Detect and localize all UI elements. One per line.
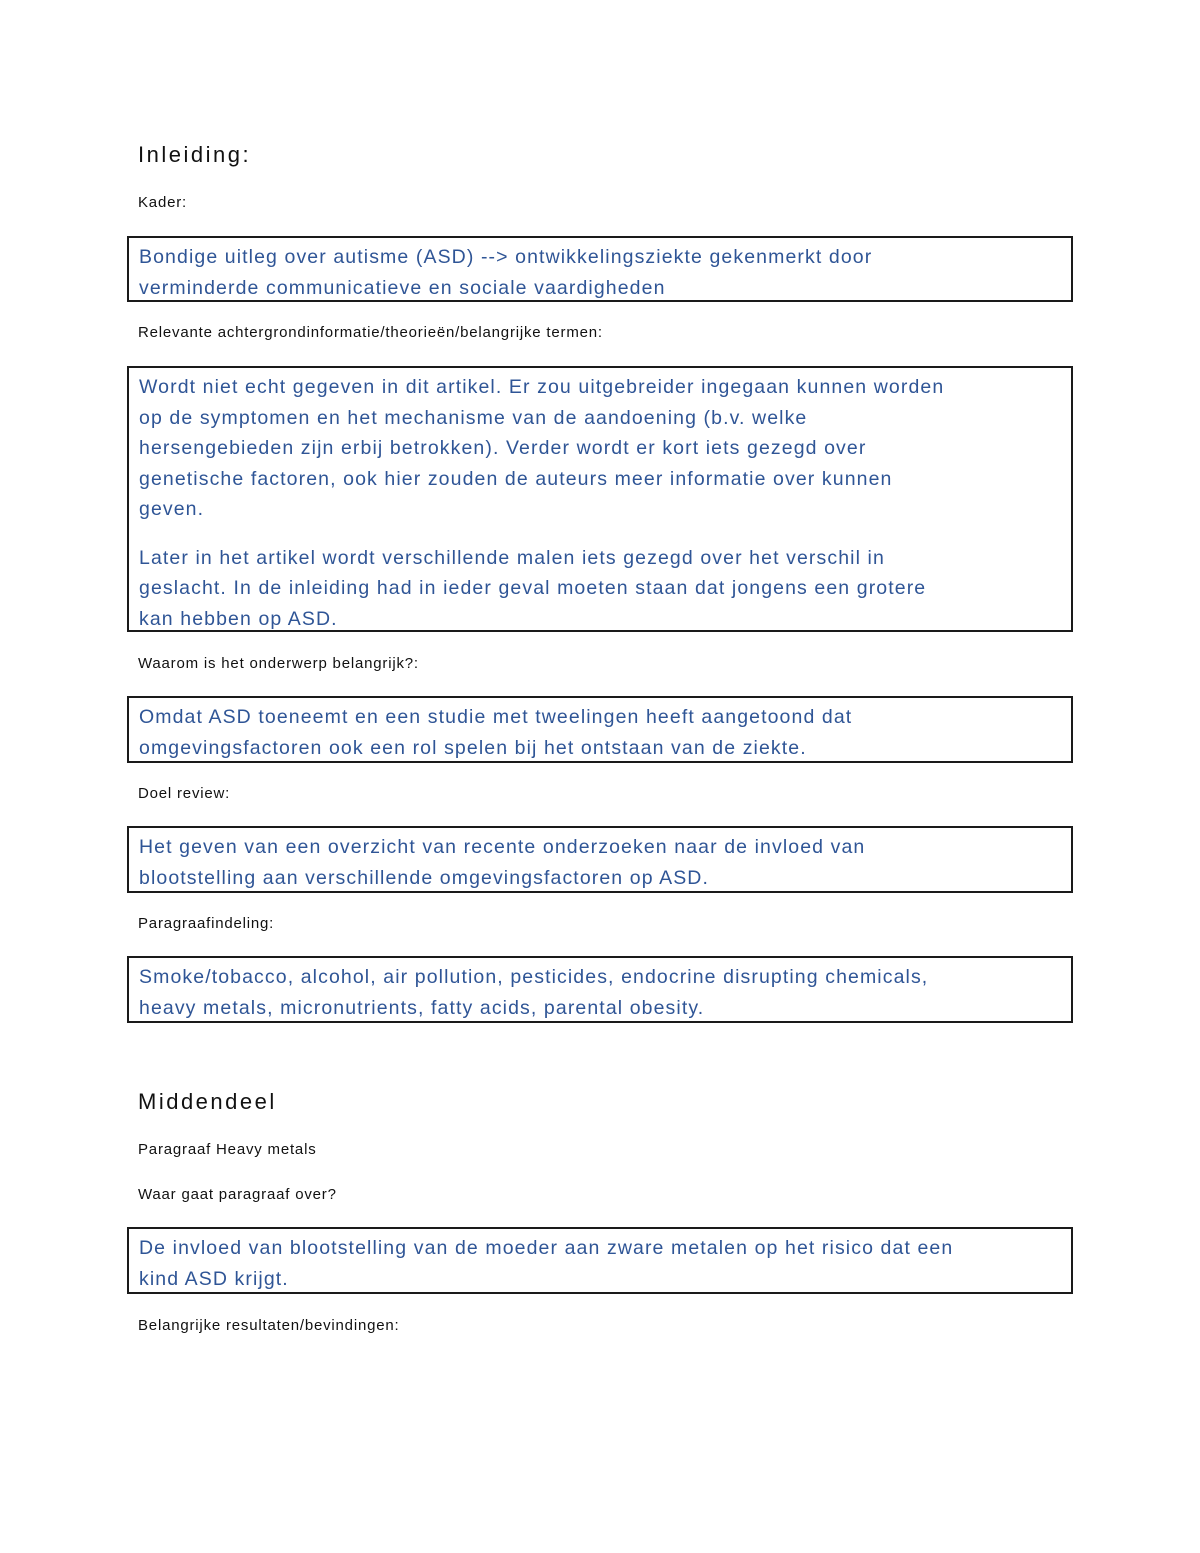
indeling-line: Smoke/tobacco, alcohol, air pollution, pesticides, endocrine disrupting chemicals, bbox=[139, 966, 929, 988]
waar-label: Waar gaat paragraaf over? bbox=[138, 1186, 337, 1203]
section-heading-middendeel: Middendeel bbox=[138, 1089, 277, 1114]
belang-line: omgevingsfactoren ook een rol spelen bij het ontstaan van de ziekte. bbox=[139, 736, 807, 759]
kader-answer-box[interactable] bbox=[127, 236, 1073, 302]
doel-answer-box[interactable] bbox=[127, 826, 1073, 893]
waar-line: kind ASD krijgt. bbox=[139, 1267, 289, 1290]
achtergrond-label: Relevante achtergrondinformatie/theorieën/belangrijke termen: bbox=[138, 324, 603, 341]
kader-line: Bondige uitleg over autisme (ASD) --> ontwikkelingsziekte gekenmerkt door bbox=[139, 246, 873, 268]
waar-line: De invloed van blootstelling van de moeder aan zware metalen op het risico dat een bbox=[139, 1237, 954, 1259]
indeling-line: heavy metals, micronutrients, fatty acids, parental obesity. bbox=[139, 996, 705, 1019]
doel-line: Het geven van een overzicht van recente onderzoeken naar de invloed van bbox=[139, 836, 866, 858]
belang-line: Omdat ASD toeneemt en een studie met tweelingen heeft aangetoond dat bbox=[139, 706, 853, 728]
achtergrond-answer-box[interactable] bbox=[127, 366, 1073, 632]
doel-line: blootstelling aan verschillende omgevingsfactoren op ASD. bbox=[139, 866, 710, 889]
resultaten-label: Belangrijke resultaten/bevindingen: bbox=[138, 1317, 400, 1334]
indeling-answer-box[interactable] bbox=[127, 956, 1073, 1023]
paragraaf-title: Paragraaf Heavy metals bbox=[138, 1141, 317, 1158]
doel-label: Doel review: bbox=[138, 785, 231, 802]
belang-label: Waarom is het onderwerp belangrijk?: bbox=[138, 655, 419, 672]
kader-line: verminderde communicatieve en sociale vaardigheden bbox=[139, 276, 666, 299]
belang-answer-box[interactable] bbox=[127, 696, 1073, 763]
section-heading-inleiding: Inleiding: bbox=[138, 142, 252, 167]
kader-label: Kader: bbox=[138, 194, 187, 211]
achtergrond-paragraph-1: Wordt niet echt gegeven in dit artikel. Er zou uitgebreider ingegaan kunnen worden op de symptomen en het mechanisme van de aandoening (b.v. welke hersengebieden zijn erbij betrokken). Verder wordt er kort iets gezegd over genetische factoren, ook hier zouden de auteurs meer informatie over kunnen geven. bbox=[139, 376, 945, 520]
indeling-label: Paragraafindeling: bbox=[138, 915, 275, 932]
achtergrond-paragraph-2: Later in het artikel wordt verschillende malen iets gezegd over het verschil in geslacht. In de inleiding had in ieder geval moeten staan dat jongens een grotere kan hebben op ASD. bbox=[139, 546, 927, 630]
waar-answer-box[interactable] bbox=[127, 1227, 1073, 1294]
